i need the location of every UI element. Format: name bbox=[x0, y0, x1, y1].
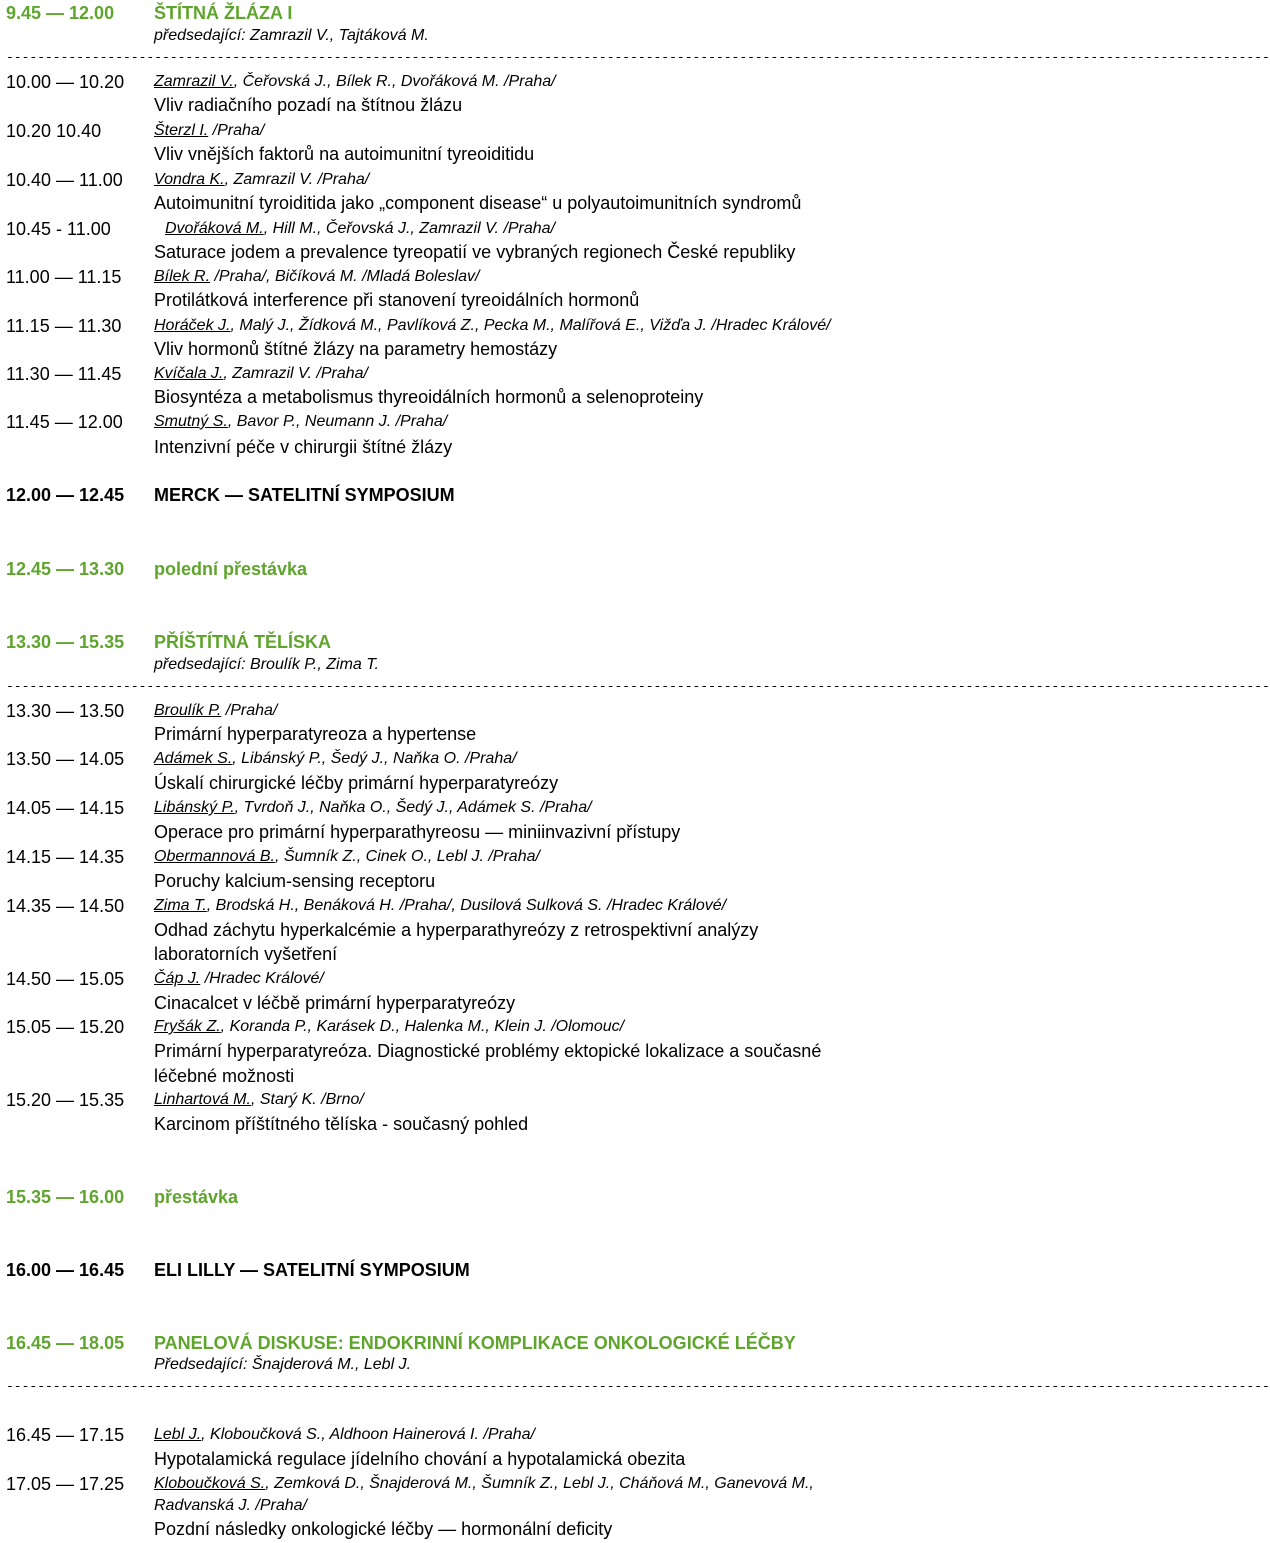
talk-time: 14.05 — 14.15 bbox=[6, 798, 125, 818]
talk-title: Biosyntéza a metabolismus thyreoidálních hormonů a selenoproteiny bbox=[154, 387, 704, 407]
talk-time: 17.05 — 17.25 bbox=[6, 1474, 125, 1494]
co-authors: , Zamrazil V. /Praha/ bbox=[224, 171, 370, 188]
first-author: Dvořáková M. bbox=[165, 220, 264, 237]
talk-title: Primární hyperparatyreoza a hypertense bbox=[154, 724, 477, 744]
block-time: 16.45 — 18.05 bbox=[6, 1333, 125, 1353]
talk-authors bbox=[154, 971, 324, 987]
talk-title: Primární hyperparatyreóza. Diagnostické problémy ektopické lokalizace a současné bbox=[154, 1041, 822, 1061]
co-authors: /Praha/, Bičíková M. /Mladá Boleslav/ bbox=[210, 268, 480, 285]
talk-authors bbox=[154, 1019, 624, 1035]
block-title: polední přestávka bbox=[154, 559, 308, 579]
talk-time: 11.45 — 12.00 bbox=[6, 412, 123, 432]
talk-title: Intenzivní péče v chirurgii štítné žlázy bbox=[154, 437, 453, 457]
first-author: Fryšák Z. bbox=[154, 1018, 221, 1035]
talk-title: Saturace jodem a prevalence tyreopatií ve vybraných regionech České republiky bbox=[154, 242, 796, 262]
block-title: ŠTÍTNÁ ŽLÁZA I bbox=[154, 3, 293, 23]
first-author: Zima T. bbox=[154, 897, 207, 914]
co-authors: /Praha/ bbox=[208, 122, 265, 139]
co-authors: , Tvrdoň J., Naňka O., Šedý J., Adámek S. /Praha/ bbox=[234, 799, 592, 816]
talk-authors bbox=[154, 414, 447, 430]
talk-title-cont: léčebné možnosti bbox=[154, 1066, 295, 1086]
talk-authors bbox=[154, 703, 277, 719]
talk-authors bbox=[154, 123, 264, 139]
talk-title: Vliv hormonů štítné žlázy na parametry hemostázy bbox=[154, 339, 558, 359]
co-authors: , Hill M., Čeřovská J., Zamrazil V. /Praha/ bbox=[263, 220, 556, 237]
talk-title: Cinacalcet v léčbě primární hyperparatyreózy bbox=[154, 993, 516, 1013]
first-author: Kloboučková S. bbox=[154, 1475, 266, 1492]
talk-time: 14.15 — 14.35 bbox=[6, 847, 125, 867]
separator: ------------------------------------------------------------------------------------------------------------------------------------------------------------------ bbox=[6, 1379, 1270, 1394]
co-authors: , Šumník Z., Cinek O., Lebl J. /Praha/ bbox=[274, 848, 540, 865]
talk-time: 10.00 — 10.20 bbox=[6, 72, 125, 92]
block-time: 12.45 — 13.30 bbox=[6, 559, 125, 579]
block-chair: předsedající: Zamrazil V., Tajtáková M. bbox=[154, 27, 429, 44]
talk-time: 10.45 - 11.00 bbox=[6, 219, 111, 239]
co-authors: /Praha/ bbox=[221, 702, 278, 719]
talk-title: Karcinom příštítného tělíska - současný pohled bbox=[154, 1114, 529, 1134]
block-time: 15.35 — 16.00 bbox=[6, 1187, 125, 1207]
block-title: PŘÍŠTÍTNÁ TĚLÍSKA bbox=[154, 632, 332, 652]
first-author: Adámek S. bbox=[154, 750, 233, 767]
co-authors: , Kloboučková S., Aldhoon Hainerová I. /Praha/ bbox=[201, 1426, 535, 1443]
co-authors: , Libánský P., Šedý J., Naňka O. /Praha/ bbox=[232, 750, 517, 767]
block-title: MERCK — SATELITNÍ SYMPOSIUM bbox=[154, 485, 455, 505]
talk-time: 13.30 — 13.50 bbox=[6, 701, 125, 721]
block-chair: Předsedající: Šnajderová M., Lebl J. bbox=[154, 1356, 412, 1373]
co-authors: , Zemková D., Šnajderová M., Šumník Z., Lebl J., Cháňová M., Ganevová M., bbox=[265, 1475, 814, 1492]
talk-time: 14.35 — 14.50 bbox=[6, 896, 125, 916]
talk-title: Úskalí chirurgické léčby primární hyperparatyreózy bbox=[154, 773, 559, 793]
first-author: Smutný S. bbox=[154, 413, 228, 430]
talk-time: 16.45 — 17.15 bbox=[6, 1425, 125, 1445]
talk-authors bbox=[154, 849, 540, 865]
first-author: Lebl J. bbox=[154, 1426, 202, 1443]
talk-title: Pozdní následky onkologické léčby — hormonální deficity bbox=[154, 1519, 613, 1539]
talk-title: Autoimunitní tyroiditida jako „component disease“ u polyautoimunitních syndromů bbox=[154, 193, 802, 213]
block-time: 13.30 — 15.35 bbox=[6, 632, 125, 652]
talk-title: Poruchy kalcium-sensing receptoru bbox=[154, 871, 436, 891]
co-authors: , Starý K. /Brno/ bbox=[250, 1091, 364, 1108]
co-authors: , Bavor P., Neumann J. /Praha/ bbox=[227, 413, 448, 430]
talk-authors bbox=[154, 1476, 814, 1492]
talk-time: 11.00 — 11.15 bbox=[6, 267, 122, 287]
block-title: přestávka bbox=[154, 1187, 239, 1207]
talk-time: 10.40 — 11.00 bbox=[6, 170, 123, 190]
talk-authors bbox=[154, 366, 368, 382]
talk-time: 14.50 — 15.05 bbox=[6, 969, 125, 989]
talk-authors bbox=[154, 269, 479, 285]
first-author: Linhartová M. bbox=[154, 1091, 251, 1108]
talk-time: 11.15 — 11.30 bbox=[6, 316, 122, 336]
talk-title: Operace pro primární hyperparathyreosu — miniinvazivní přístupy bbox=[154, 822, 681, 842]
talk-time: 15.05 — 15.20 bbox=[6, 1017, 125, 1037]
first-author: Kvíčala J. bbox=[154, 365, 224, 382]
block-time: 9.45 — 12.00 bbox=[6, 3, 115, 23]
block-title: ELI LILLY — SATELITNÍ SYMPOSIUM bbox=[154, 1260, 470, 1280]
talk-title: Vliv radiačního pozadí na štítnou žlázu bbox=[154, 95, 463, 115]
separator: ------------------------------------------------------------------------------------------------------------------------------------------------------------------ bbox=[6, 679, 1270, 694]
first-author: Zamrazil V. bbox=[154, 73, 234, 90]
talk-time: 15.20 — 15.35 bbox=[6, 1090, 125, 1110]
talk-authors bbox=[154, 800, 592, 816]
block-time: 12.00 — 12.45 bbox=[6, 485, 125, 505]
co-authors: , Koranda P., Karásek D., Halenka M., Klein J. /Olomouc/ bbox=[220, 1018, 625, 1035]
first-author: Bílek R. bbox=[154, 268, 211, 285]
first-author: Broulík P. bbox=[154, 702, 222, 719]
talk-title: Vliv vnějších faktorů na autoimunitní tyreoiditidu bbox=[154, 144, 535, 164]
talk-title: Odhad záchytu hyperkalcémie a hyperparathyreózy z retrospektivní analýzy bbox=[154, 920, 759, 940]
talk-authors bbox=[165, 221, 555, 237]
block-time: 16.00 — 16.45 bbox=[6, 1260, 125, 1280]
co-authors-cont: Radvanská J. /Praha/ bbox=[154, 1497, 307, 1514]
talk-authors bbox=[154, 172, 369, 188]
first-author: Obermannová B. bbox=[154, 848, 275, 865]
co-authors: /Hradec Králové/ bbox=[200, 970, 324, 987]
co-authors: , Čeřovská J., Bílek R., Dvořáková M. /Praha/ bbox=[233, 73, 556, 90]
talk-authors bbox=[154, 898, 726, 914]
talk-authors bbox=[154, 751, 517, 767]
first-author: Horáček J. bbox=[154, 317, 231, 334]
talk-title: Protilátková interference při stanovení tyreoidálních hormonů bbox=[154, 290, 640, 310]
talk-authors bbox=[154, 1092, 364, 1108]
first-author: Šterzl I. bbox=[154, 122, 209, 139]
talk-authors bbox=[154, 318, 831, 334]
talk-title: Hypotalamická regulace jídelního chování a hypotalamická obezita bbox=[154, 1449, 686, 1469]
talk-time: 11.30 — 11.45 bbox=[6, 364, 122, 384]
talk-time: 13.50 — 14.05 bbox=[6, 749, 125, 769]
first-author: Čáp J. bbox=[154, 970, 201, 987]
separator: ------------------------------------------------------------------------------------------------------------------------------------------------------------------ bbox=[6, 50, 1270, 65]
first-author: Vondra K. bbox=[154, 171, 225, 188]
talk-title-cont: laboratorních vyšetření bbox=[154, 944, 338, 964]
co-authors: , Brodská H., Benáková H. /Praha/, Dusilová Sulková S. /Hradec Králové/ bbox=[206, 897, 727, 914]
block-chair: předsedající: Broulík P., Zima T. bbox=[154, 656, 379, 673]
block-title: PANELOVÁ DISKUSE: ENDOKRINNÍ KOMPLIKACE ONKOLOGICKÉ LÉČBY bbox=[154, 1333, 796, 1353]
co-authors: , Zamrazil V. /Praha/ bbox=[223, 365, 368, 382]
talk-time: 10.20 10.40 bbox=[6, 121, 102, 141]
talk-authors bbox=[154, 1427, 535, 1443]
co-authors: , Malý J., Žídková M., Pavlíková Z., Pecka M., Malířová E., Vižďa J. /Hradec Králové/ bbox=[230, 317, 831, 334]
talk-authors bbox=[154, 74, 556, 90]
first-author: Libánský P. bbox=[154, 799, 235, 816]
